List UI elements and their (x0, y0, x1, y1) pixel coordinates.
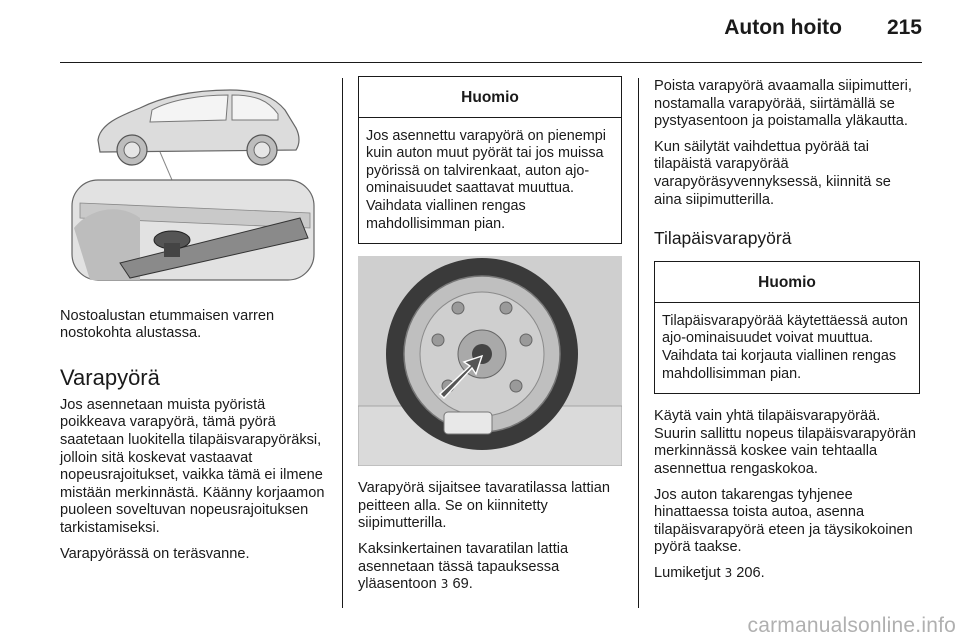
paragraph: Kun säilytät vaihdettua pyörää tai tilapäistä varapyörää varapyöräsyvennyksessä, kiinnitä se aina siipimutterilla. (654, 138, 891, 208)
paragraph-text: Kaksinkertainen tavaratilan lattia asennetaan tässä tapauksessa yläasentoon (358, 540, 569, 593)
column-right (654, 78, 920, 590)
paragraph-with-ref (654, 565, 920, 583)
column-divider-1 (342, 78, 343, 608)
note-box (654, 261, 920, 394)
note-title: Huomio (655, 262, 919, 303)
paragraph: Jos asennetaan muista pyöristä poikkeava varapyörä, tämä pyörä saatetaan luokitella tilapäisvarapyöräksi, jolloin sitä koskevat vastaavat nopeusrajoitukset, vaikka tämä ei ilmene mistään merkinnästä. Käänny korjaamon puoleen soveltuvan nopeusrajoituksen tarkistamiseksi. (60, 396, 325, 536)
page-number: 215 (886, 16, 922, 39)
note-text: Tilapäisvarapyörää käytettäessä auton ajo-ominaisuudet voivat muuttua. Vaihdata tai korjauta viallinen rengas mahdollisimman pian. (662, 312, 908, 382)
paragraph: Poista varapyörä avaamalla siipimutteri, nostamalla varapyörää, siirtämällä se pystyasentoon ja poistamalla yläkautta. (654, 78, 912, 130)
car-lift-point-figure (60, 78, 328, 288)
paragraph: Jos auton takarengas tyhjenee hinattaessa toista autoa, asenna tilapäisvarapyörä eteen ja täysikokoinen pyörä taakse. (654, 486, 913, 556)
page-reference-link[interactable]: 206. (736, 564, 765, 581)
page-reference-link[interactable]: 69. (452, 576, 473, 593)
paragraph-text: Lumiketjut (654, 564, 721, 581)
watermark-text: carmanualsonline.info (747, 614, 956, 637)
column-middle (358, 76, 622, 602)
paragraph-with-ref (358, 541, 622, 594)
running-header-title: Auton hoito (724, 16, 842, 39)
column-left (60, 78, 328, 571)
column-divider-2 (638, 78, 639, 608)
note-title: Huomio (359, 77, 621, 118)
figure-caption: Nostoalustan etummaisen varren nostokohta alustassa. (60, 307, 275, 342)
section-heading-tilapaisvarapyora: Tilapäisvarapyörä (654, 228, 792, 249)
header-rule (60, 62, 922, 63)
page-ref-icon: 3 (724, 565, 733, 580)
paragraph: Varapyörässä on teräsvanne. (60, 545, 250, 562)
spare-wheel-figure (358, 256, 622, 466)
note-box (358, 76, 622, 244)
floor-hook-icon (444, 412, 492, 434)
paragraph: Varapyörä sijaitsee tavaratilassa lattian peitteen alla. Se on kiinnitetty siipimutterilla. (358, 480, 611, 532)
section-heading-varapyora: Varapyörä (60, 364, 160, 390)
note-text: Jos asennettu varapyörä on pienempi kuin auton muut pyörät tai jos muissa pyörissä on talvirenkaat, auton ajo-ominaisuudet saattavat muuttua. Vaihdata viallinen rengas mahdollisimman pian. (366, 127, 606, 232)
page-ref-icon: 3 (440, 577, 449, 592)
paragraph: Käytä vain yhtä tilapäisvarapyörää. Suurin sallittu nopeus tilapäisvarapyörän merkinnässä koskee vain tehtaalla asennettua rengaskokoa. (654, 408, 917, 477)
